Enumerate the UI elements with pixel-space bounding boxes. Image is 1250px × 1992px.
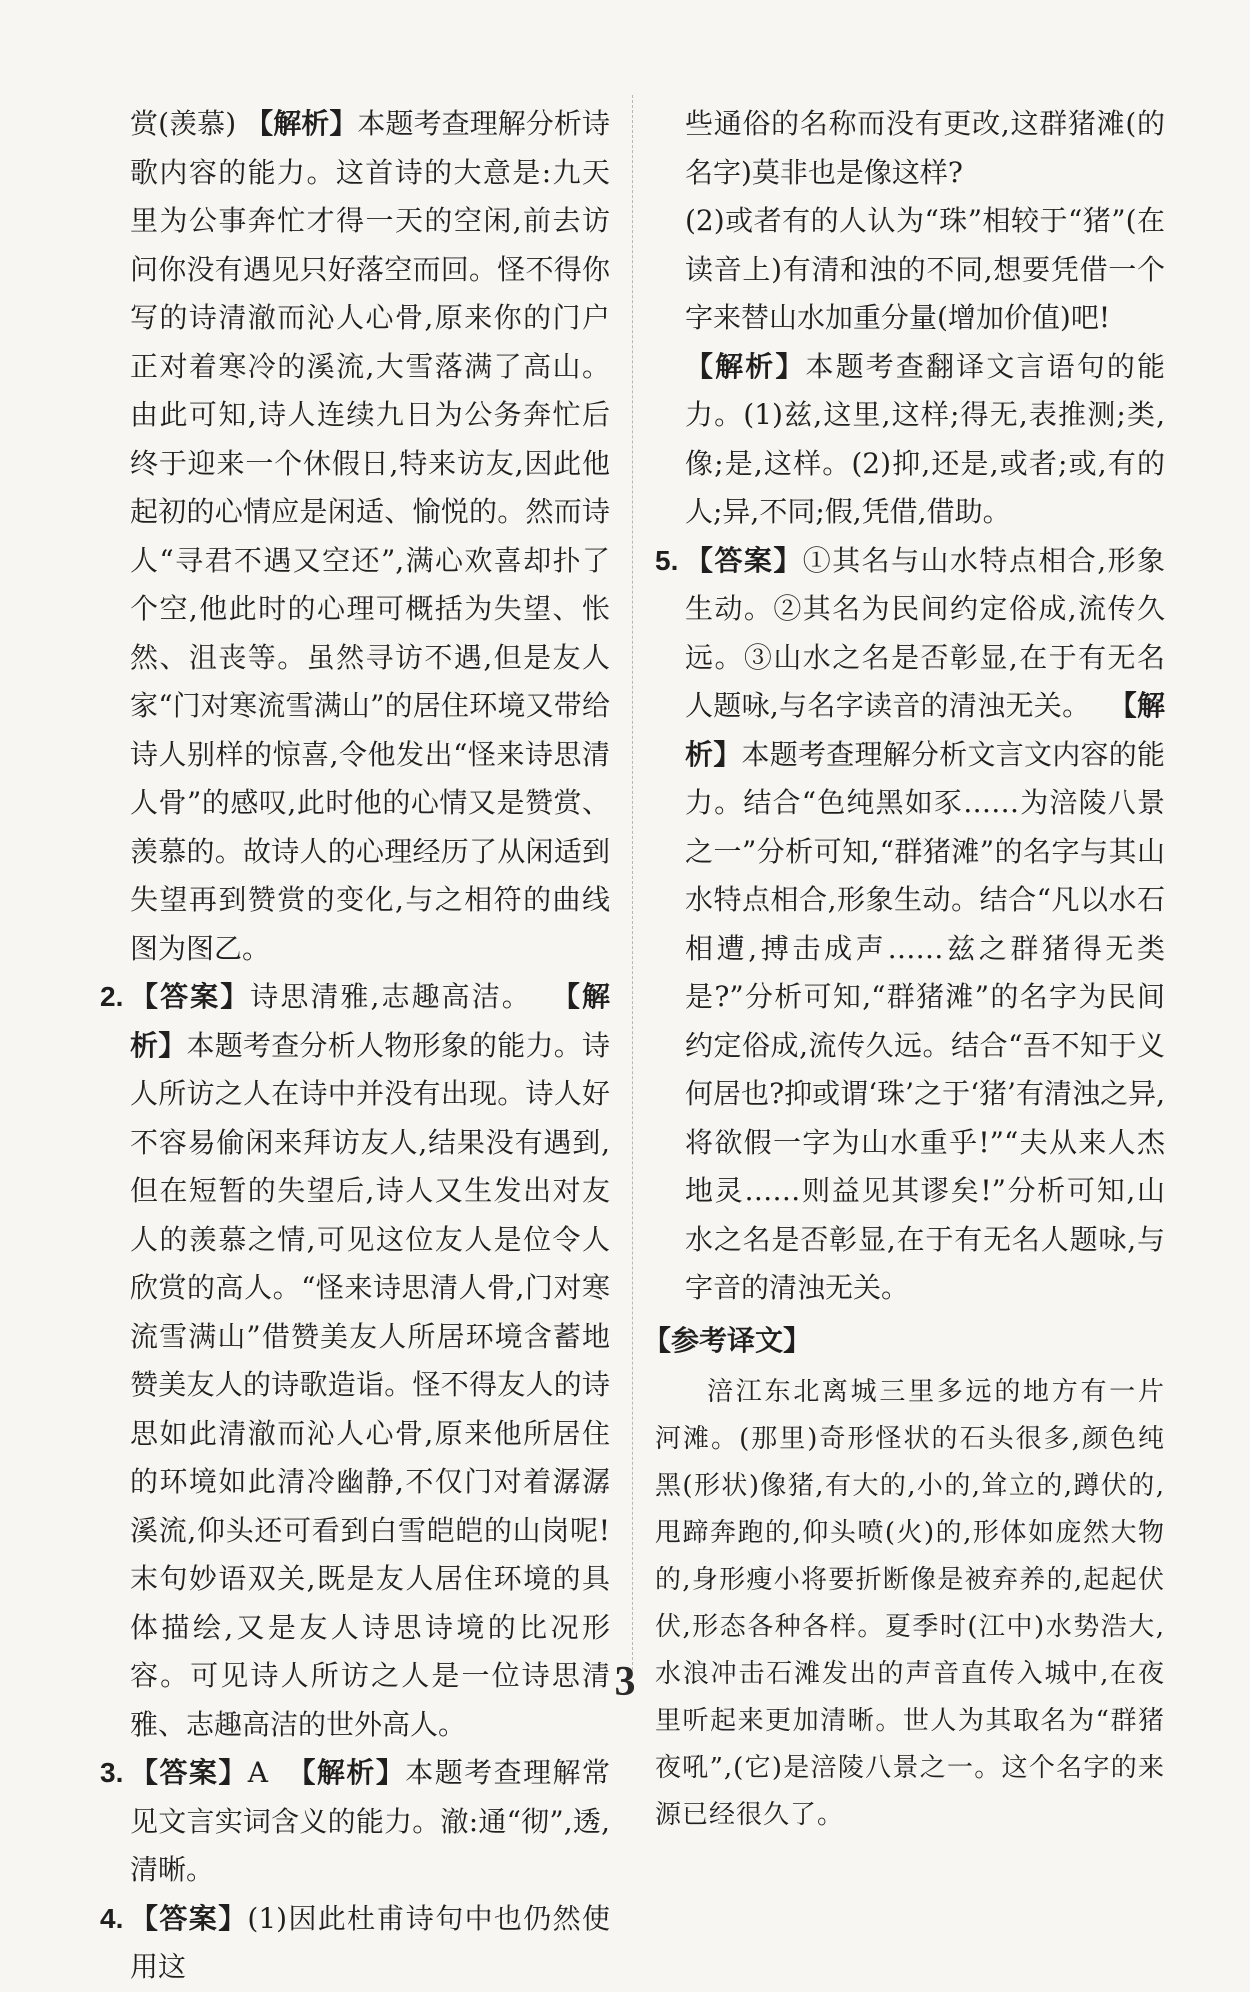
- question-4: [100, 1895, 610, 1992]
- q5-analysis-text: 本题考查理解分析文言文内容的能力。结合“色纯黑如豕……为涪陵八景之一”分析可知,“群猪滩”的名字与其山水特点相合,形象生动。结合“凡以水石相遭,搏击成声……兹之群猪得无类是?”分析可知,“群猪滩”的名字为民间约定俗成,流传久远。结合“吾不知于义何居也?抑或谓‘珠’之于‘猪’有清浊之异,将欲假一字为山水重乎!”“夫从来人杰地灵……则益见其谬矣!”分析可知,山水之名是否彰显,在于有无名人题咏,与字音的清浊无关。: [685, 737, 1165, 1304]
- right-column: [643, 100, 1165, 1839]
- q4-analysis: [655, 343, 1165, 537]
- analysis-tag: 【解析】: [245, 108, 358, 139]
- answer-tag: 【答案】: [130, 1902, 248, 1934]
- q3-analysis-text: 本题考查理解常见文言实词含义的能力。澈:通“彻”,透,清晰。: [130, 1756, 610, 1886]
- analysis-tag: 【解析】: [130, 981, 610, 1061]
- q4-answer-part-2: (2)或者有的人认为“珠”相较于“猪”(在读音上)有清和浊的不同,想要凭借一个字来替山水加重分量(增加价值)吧!: [685, 204, 1165, 334]
- column-divider: [632, 95, 633, 1670]
- q4-analysis-text: 本题考查翻译文言语句的能力。(1)兹,这里,这样;得无,表推测;类,像;是,这样。(2)抑,还是,或者;或,有的人;异,不同;假,凭借,借助。: [685, 349, 1165, 528]
- analysis-tag: 【解析】: [685, 690, 1165, 770]
- q3-answer: A: [247, 1756, 269, 1789]
- q1-answer-tail: 赏(羡慕): [130, 107, 237, 140]
- left-column: [100, 100, 610, 1992]
- question-number: 3.: [100, 1757, 124, 1788]
- reference-translation-heading: 【参考译文】: [643, 1324, 812, 1356]
- question-number: 4.: [100, 1902, 124, 1934]
- q4-answer-start: (1)因此杜甫诗句中也仍然使用这: [130, 1901, 610, 1983]
- analysis-tag: 【解析】: [286, 1757, 406, 1788]
- answer-tag: 【答案】: [130, 981, 251, 1012]
- question-5: [655, 537, 1165, 1313]
- answer-tag: 【答案】: [685, 544, 803, 576]
- q4-answer-continued: 些通俗的名称而没有更改,这群猪滩(的名字)莫非也是像这样?: [685, 107, 1165, 189]
- q1-analysis-text: 本题考查理解分析诗歌内容的能力。这首诗的大意是:九天里为公事奔忙才得一天的空闲,前去访问你没有遇见只好落空而回。怪不得你写的诗清澈而沁人心骨,原来你的门户正对着寒冷的溪流,大雪落满了高山。由此可知,诗人连续九日为公务奔忙后终于迎来一个休假日,特来访友,因此他起初的心情应是闲适、愉悦的。然而诗人“寻君不遇又空还”,满心欢喜却扑了个空,他此时的心理可概括为失望、怅然、沮丧等。虽然寻访不遇,但是友人家“门对寒流雪满山”的居住环境又带给诗人别样的惊喜,令他发出“怪来诗思清人骨”的感叹,此时他的心情又是赞赏、羡慕的。故诗人的心理经历了从闲适到失望再到赞赏的变化,与之相符的曲线图为图乙。: [130, 107, 610, 965]
- question-number: 2.: [100, 981, 124, 1012]
- q2-answer: 诗思清雅,志趣高洁。: [250, 980, 532, 1013]
- q2-analysis-text: 本题考查分析人物形象的能力。诗人所访之人在诗中并没有出现。诗人好不容易偷闲来拜访友人,结果没有遇到,但在短暂的失望后,诗人又生发出对友人的羡慕之情,可见这位友人是位令人欣赏的高人。“怪来诗思清人骨,门对寒流雪满山”借赞美友人所居环境含蓄地赞美友人的诗歌造诣。怪不得友人的诗思如此清澈而沁人心骨,原来他所居住的环境如此清冷幽静,不仅门对着潺潺溪流,仰头还可看到白雪皑皑的山岗呢!末句妙语双关,既是友人居住环境的具体描绘,又是友人诗思诗境的比况形容。可见诗人所访之人是一位诗思清雅、志趣高洁的世外高人。: [130, 1028, 610, 1741]
- question-number: 5.: [655, 544, 679, 576]
- analysis-tag: 【解析】: [685, 350, 806, 382]
- q1-analysis-continued: [100, 100, 610, 973]
- question-2: [100, 973, 610, 1749]
- answer-tag: 【答案】: [130, 1757, 248, 1788]
- page-number: 3: [614, 1659, 636, 1705]
- reference-translation-text: 涪江东北离城三里多远的地方有一片河滩。(那里)奇形怪状的石头很多,颜色纯黑(形状)像猪,有大的,小的,耸立的,蹲伏的,甩蹄奔跑的,仰头喷(火)的,形体如庞然大物的,身形瘦小将要折断像是被弃养的,起起伏伏,形态各种各样。夏季时(江中)水势浩大,水浪冲击石滩发出的声音直传入城中,在夜里听起来更加清晰。世人为其取名为“群猪夜吼”,(它)是涪陵八景之一。这个名字的来源已经很久了。: [655, 1377, 1165, 1830]
- q5-answer: ①其名与山水特点相合,形象生动。②其名为民间约定俗成,流传久远。③山水之名是否彰显,在于有无名人题咏,与名字读音的清浊无关。: [685, 543, 1165, 722]
